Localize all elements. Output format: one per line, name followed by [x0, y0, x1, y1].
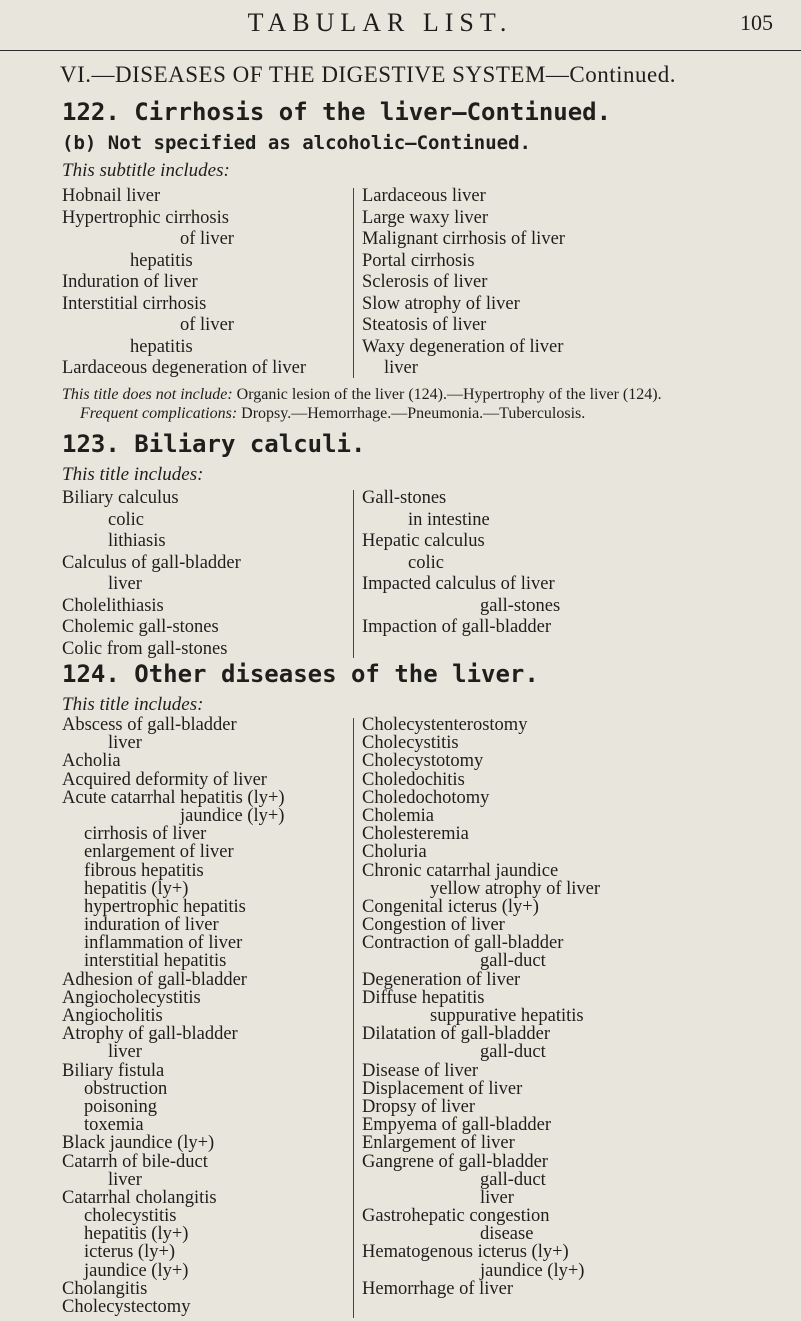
index-entry: induration of liver	[84, 915, 219, 936]
index-entry: of liver	[180, 229, 234, 249]
index-entry: Black jaundice (ly+)	[62, 1133, 215, 1154]
index-entry: Cholangitis	[62, 1278, 148, 1299]
index-entry: liver	[480, 1187, 514, 1208]
note-complications-text: Dropsy.—Hemorrhage.—Pneumonia.—Tuberculosis.	[241, 405, 586, 422]
index-entry: colic	[108, 509, 144, 530]
index-entry: Angiocholecystitis	[62, 987, 201, 1008]
index-entry: Choledochitis	[362, 769, 465, 790]
index-entry: Atrophy of gall-bladder	[62, 1024, 238, 1045]
category-122-right-list	[362, 186, 565, 380]
index-entry: Cholecystitis	[362, 733, 459, 754]
index-entry: Biliary calculus	[62, 488, 179, 508]
index-entry: Dilatation of gall-bladder	[362, 1024, 551, 1045]
index-entry: Enlargement of liver	[362, 1133, 515, 1154]
index-entry: Gastrohepatic congestion	[362, 1206, 550, 1227]
index-entry: icterus (ly+)	[84, 1242, 176, 1263]
index-entry: Cholecystectomy	[62, 1297, 191, 1317]
index-entry: jaundice (ly+)	[480, 1260, 585, 1281]
index-entry: Cholemia	[362, 805, 434, 826]
index-entry: colic	[408, 552, 444, 573]
index-entry: Gall-stones	[362, 488, 447, 508]
index-entry: Calculus of gall-bladder	[62, 552, 241, 573]
index-entry: Acholia	[62, 751, 121, 772]
index-entry: Degeneration of liver	[362, 969, 521, 990]
index-entry: Choluria	[362, 842, 427, 863]
index-entry: Dropsy of liver	[362, 1096, 476, 1117]
header-rule	[0, 50, 801, 51]
index-entry: hepatitis (ly+)	[84, 878, 189, 899]
index-entry: Angiocholitis	[62, 1006, 163, 1026]
index-entry: hypertrophic hepatitis	[84, 896, 246, 917]
index-entry: Abscess of gall-bladder	[62, 715, 237, 735]
section-title: VI.—DISEASES OF THE DIGESTIVE SYSTEM—Continued.	[60, 62, 676, 87]
index-entry: Acquired deformity of liver	[62, 769, 267, 790]
page-number: 105	[740, 10, 773, 35]
index-entry: Impacted calculus of liver	[362, 574, 555, 594]
category-122-title: 122. Cirrhosis of the liver—Continued.	[62, 98, 612, 126]
index-entry: Cholemic gall-stones	[62, 617, 219, 637]
index-entry: hepatitis (ly+)	[84, 1224, 189, 1245]
index-entry: Hemorrhage of liver	[362, 1278, 514, 1299]
category-124-left-list	[62, 716, 285, 1316]
index-entry: liver	[108, 574, 142, 594]
category-123-left-list	[62, 488, 241, 660]
index-entry: Congenital icterus (ly+)	[362, 896, 539, 917]
index-entry: in intestine	[408, 509, 490, 530]
index-entry: Colic from gall-stones	[62, 638, 228, 659]
note-complications-label: Frequent complications:	[80, 405, 238, 422]
note-complications	[62, 404, 762, 423]
index-entry: toxemia	[84, 1115, 144, 1136]
running-title: TABULAR LIST.	[247, 8, 513, 37]
index-entry: Induration of liver	[62, 272, 198, 292]
index-entry: Disease of liver	[362, 1060, 479, 1081]
index-entry: Empyema of gall-bladder	[362, 1115, 552, 1136]
index-entry: suppurative hepatitis	[430, 1006, 584, 1026]
index-entry: liver	[384, 358, 418, 378]
note-exclusions	[62, 385, 762, 404]
category-122-left-list	[62, 186, 306, 380]
index-entry: hepatitis	[130, 250, 193, 271]
index-entry: obstruction	[84, 1078, 168, 1099]
index-entry: Large waxy liver	[362, 207, 489, 228]
index-entry: Interstitial cirrhosis	[62, 293, 207, 314]
index-entry: liver	[108, 1169, 142, 1190]
index-entry: Hematogenous icterus (ly+)	[362, 1242, 569, 1263]
index-entry: Gangrene of gall-bladder	[362, 1151, 548, 1172]
index-entry: enlargement of liver	[84, 842, 234, 863]
index-entry: lithiasis	[108, 531, 166, 551]
column-divider	[353, 490, 354, 658]
index-entry: gall-stones	[480, 595, 561, 616]
index-entry: liver	[108, 1042, 142, 1063]
category-123-right-list	[362, 488, 560, 639]
index-entry: cirrhosis of liver	[84, 824, 207, 845]
index-entry: poisoning	[84, 1096, 157, 1117]
index-entry: Hobnail liver	[62, 186, 161, 206]
index-entry: Hepatic calculus	[362, 531, 485, 551]
index-entry: Chronic catarrhal jaundice	[362, 860, 559, 881]
running-head	[0, 8, 801, 48]
index-entry: Acute catarrhal hepatitis (ly+)	[62, 787, 285, 808]
index-entry: Contraction of gall-bladder	[362, 933, 564, 954]
note-exclusions-text: Organic lesion of the liver (124).—Hypertrophy of the liver (124).	[236, 386, 662, 403]
index-entry: liver	[108, 733, 142, 754]
index-entry: disease	[480, 1224, 534, 1245]
category-123-includes-label: This title includes:	[62, 464, 204, 485]
index-entry: Waxy degeneration of liver	[362, 336, 564, 357]
category-122-subtitle: (b) Not specified as alcoholic—Continued.	[62, 132, 531, 154]
category-124-title: 124. Other diseases of the liver.	[62, 660, 539, 688]
index-entry: Portal cirrhosis	[362, 250, 475, 271]
index-entry: gall-duct	[480, 1042, 546, 1063]
index-entry: Congestion of liver	[362, 915, 505, 936]
index-entry: Lardaceous degeneration of liver	[62, 358, 306, 378]
index-entry: jaundice (ly+)	[180, 805, 285, 826]
index-entry: Choledochotomy	[362, 787, 490, 808]
index-entry: Impaction of gall-bladder	[362, 617, 552, 637]
index-entry: interstitial hepatitis	[84, 951, 227, 972]
index-entry: yellow atrophy of liver	[430, 878, 601, 899]
category-122-notes	[62, 385, 762, 423]
index-entry: gall-duct	[480, 1169, 546, 1190]
category-124-includes-label: This title includes:	[62, 694, 204, 715]
category-123-title: 123. Biliary calculi.	[62, 430, 366, 458]
index-entry: jaundice (ly+)	[84, 1260, 189, 1281]
index-entry: of liver	[180, 315, 234, 335]
index-entry: Catarrhal cholangitis	[62, 1187, 217, 1208]
category-122-includes-label: This subtitle includes:	[62, 160, 230, 181]
index-entry: fibrous hepatitis	[84, 860, 204, 881]
index-entry: Biliary fistula	[62, 1060, 165, 1081]
index-entry: Hypertrophic cirrhosis	[62, 207, 229, 228]
index-entry: Steatosis of liver	[362, 315, 487, 335]
index-entry: gall-duct	[480, 951, 546, 972]
index-entry: Cholecystotomy	[362, 751, 484, 772]
index-entry: Lardaceous liver	[362, 186, 486, 206]
index-entry: Catarrh of bile-duct	[62, 1151, 208, 1172]
index-entry: Slow atrophy of liver	[362, 293, 520, 314]
index-entry: Sclerosis of liver	[362, 272, 488, 292]
column-divider	[353, 188, 354, 378]
index-entry: inflammation of liver	[84, 933, 243, 954]
category-124-right-list	[362, 716, 600, 1298]
index-entry: Adhesion of gall-bladder	[62, 969, 247, 990]
note-exclusions-label: This title does not include:	[62, 386, 233, 403]
column-divider	[353, 718, 354, 1318]
index-entry: Cholecystenterostomy	[362, 715, 528, 735]
index-entry: cholecystitis	[84, 1206, 177, 1227]
index-entry: Diffuse hepatitis	[362, 987, 485, 1008]
index-entry: hepatitis	[130, 336, 193, 357]
index-entry: Cholelithiasis	[62, 595, 164, 616]
index-entry: Cholesteremia	[362, 824, 469, 845]
index-entry: Displacement of liver	[362, 1078, 523, 1099]
index-entry: Malignant cirrhosis of liver	[362, 229, 565, 249]
